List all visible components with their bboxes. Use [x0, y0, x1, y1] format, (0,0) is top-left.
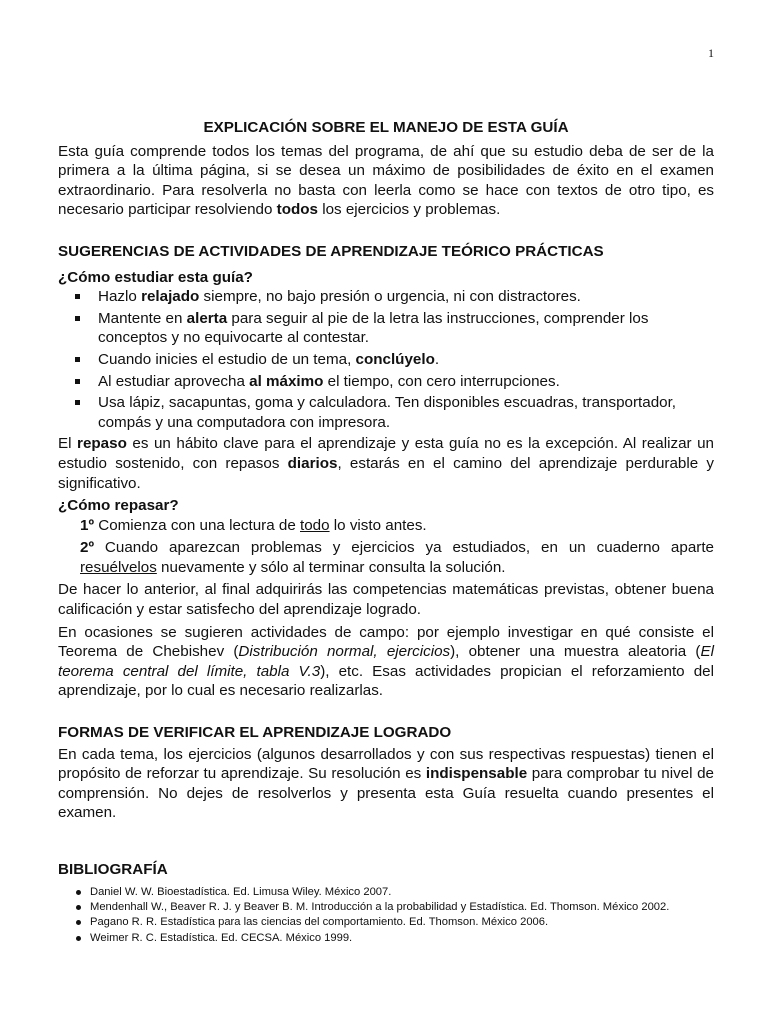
reference-text: Weimer R. C. Estadística. Ed. CECSA. México 1999. — [90, 931, 353, 944]
square-bullet-icon — [75, 400, 80, 405]
bibliography-list — [58, 885, 714, 946]
list-item — [74, 309, 714, 348]
list-item — [76, 885, 714, 899]
study-tips-list — [58, 287, 714, 432]
document-body — [58, 0, 714, 945]
verify-bold: indispensable — [425, 765, 528, 783]
tip-text: . — [434, 350, 440, 368]
question-how-to-study: ¿Cómo estudiar esta guía? — [58, 268, 253, 286]
step-text: Cuando aparezcan problemas y ejercicios ya estudiados, en un cuaderno aparte — [94, 539, 714, 557]
list-item — [76, 931, 714, 945]
reference-text: Pagano R. R. Estadística para las ciencias del comportamiento. Ed. Thomson. México 2006. — [90, 916, 549, 929]
verify-paragraph — [58, 745, 714, 823]
document-title: EXPLICACIÓN SOBRE EL MANEJO DE ESTA GUÍA — [203, 119, 569, 136]
tip-text: para seguir al pie de la letra las instrucciones, comprender los conceptos y no equivocarte al contestar. — [98, 309, 649, 347]
field-activities-paragraph — [58, 623, 714, 701]
campo-text: ), obtener una muestra aleatoria ( — [450, 643, 701, 661]
verify-text: para comprobar tu nivel de comprensión. No dejes de resolverlos y presenta esta Guía resuelta cuando presentes el examen. — [58, 765, 714, 822]
tip-bold: conclúyelo — [355, 350, 435, 368]
list-item — [74, 287, 714, 307]
step-underline: todo — [300, 516, 330, 534]
tip-text: Hazlo — [98, 288, 142, 306]
tip-text: Usa lápiz, sacapuntas, goma y calculadora. Ten disponibles escuadras, transportador, compás y una computadora con impresora. — [98, 394, 677, 431]
step-text: lo visto antes. — [329, 516, 427, 534]
campo-italic: El teorema central del límite, tabla V.3 — [58, 643, 714, 680]
repaso-bold: repaso — [77, 435, 127, 453]
tip-text: Mantente en — [98, 309, 187, 327]
section-heading-activities: SUGERENCIAS DE ACTIVIDADES DE APRENDIZAJE TEÓRICO PRÁCTICAS — [58, 242, 604, 260]
campo-italic: Distribución normal, ejercicios — [238, 643, 451, 661]
intro-text-1: Esta guía comprende todos los temas del programa, de ahí que su estudio deba de ser de la primera a la última página, si se desea un máximo de posibilidades de éxito en el examen extraordinario. Para resolverla no basta con leerla como se hace con textos de otro tipo, es necesario participar resolviendo — [58, 142, 714, 219]
verify-text: En cada tema, los ejercicios (algunos desarrollados y con sus respectivas respuestas) tienen el propósito de reforzar tu aprendizaje. Su resolución es — [58, 745, 714, 783]
step-number: 2º — [80, 539, 94, 557]
intro-paragraph — [58, 142, 714, 220]
list-item — [76, 900, 714, 914]
square-bullet-icon — [75, 294, 80, 299]
intro-text-2: los ejercicios y problemas. — [318, 201, 501, 219]
campo-text: En ocasiones se sugieren actividades de campo: por ejemplo investigar en qué consiste el Teorema de Chebishev ( — [58, 623, 714, 661]
bullet-dot-icon — [76, 890, 81, 895]
list-item — [76, 915, 714, 929]
bullet-dot-icon — [76, 905, 81, 910]
review-step-2 — [58, 538, 714, 577]
intro-bold: todos — [276, 201, 318, 219]
diarios-bold: diarios — [287, 454, 338, 472]
bullet-dot-icon — [76, 936, 81, 941]
bibliography-heading: BIBLIOGRAFÍA — [58, 861, 168, 878]
step-underline: resuélvelos — [80, 558, 157, 576]
tip-text: el tiempo, con cero interrupciones. — [323, 372, 560, 390]
step-number: 1º — [80, 516, 94, 534]
page-number: 1 — [708, 46, 714, 60]
tip-bold: al máximo — [249, 372, 324, 390]
list-item — [74, 350, 714, 370]
square-bullet-icon — [75, 357, 80, 362]
after-paragraph: De hacer lo anterior, al final adquirirás las competencias matemáticas previstas, obtener buena calificación y estar satisfecho del aprendizaje logrado. — [58, 581, 714, 619]
campo-text: ), etc. Esas actividades propician el reforzamiento del aprendizaje, por lo cual es necesario realizarlas. — [58, 662, 714, 700]
section-heading-verify: FORMAS DE VERIFICAR EL APRENDIZAJE LOGRADO — [58, 724, 452, 742]
tip-bold: alerta — [186, 309, 228, 327]
repaso-text: es un hábito clave para el aprendizaje y esta guía no es la excepción. Al realizar un estudio sostenido, con repasos — [58, 435, 714, 472]
tip-bold: relajado — [141, 288, 200, 306]
step-text: Comienza con una lectura de — [94, 516, 300, 534]
tip-text: Cuando inicies el estudio de un tema, — [98, 350, 356, 368]
repaso-text: , estarás en el camino del aprendizaje perdurable y significativo. — [58, 454, 714, 492]
tip-text: siempre, no bajo presión o urgencia, ni con distractores. — [199, 288, 581, 306]
list-item — [74, 393, 714, 432]
square-bullet-icon — [75, 316, 80, 321]
tip-text: Al estudiar aprovecha — [98, 372, 250, 390]
question-how-to-review: ¿Cómo repasar? — [58, 497, 179, 515]
list-item — [74, 372, 714, 392]
reference-text: Daniel W. W. Bioestadística. Ed. Limusa Wiley. México 2007. — [90, 885, 392, 898]
repaso-paragraph — [58, 434, 714, 493]
bullet-dot-icon — [76, 920, 81, 925]
step-text: nuevamente y sólo al terminar consulta la solución. — [156, 558, 506, 576]
review-step-1 — [58, 516, 714, 536]
repaso-text: El — [58, 435, 78, 453]
reference-text: Mendenhall W., Beaver R. J. y Beaver B. M. Introducción a la probabilidad y Estadística. Ed. Thomson. México 2002. — [90, 901, 670, 913]
square-bullet-icon — [75, 379, 80, 384]
